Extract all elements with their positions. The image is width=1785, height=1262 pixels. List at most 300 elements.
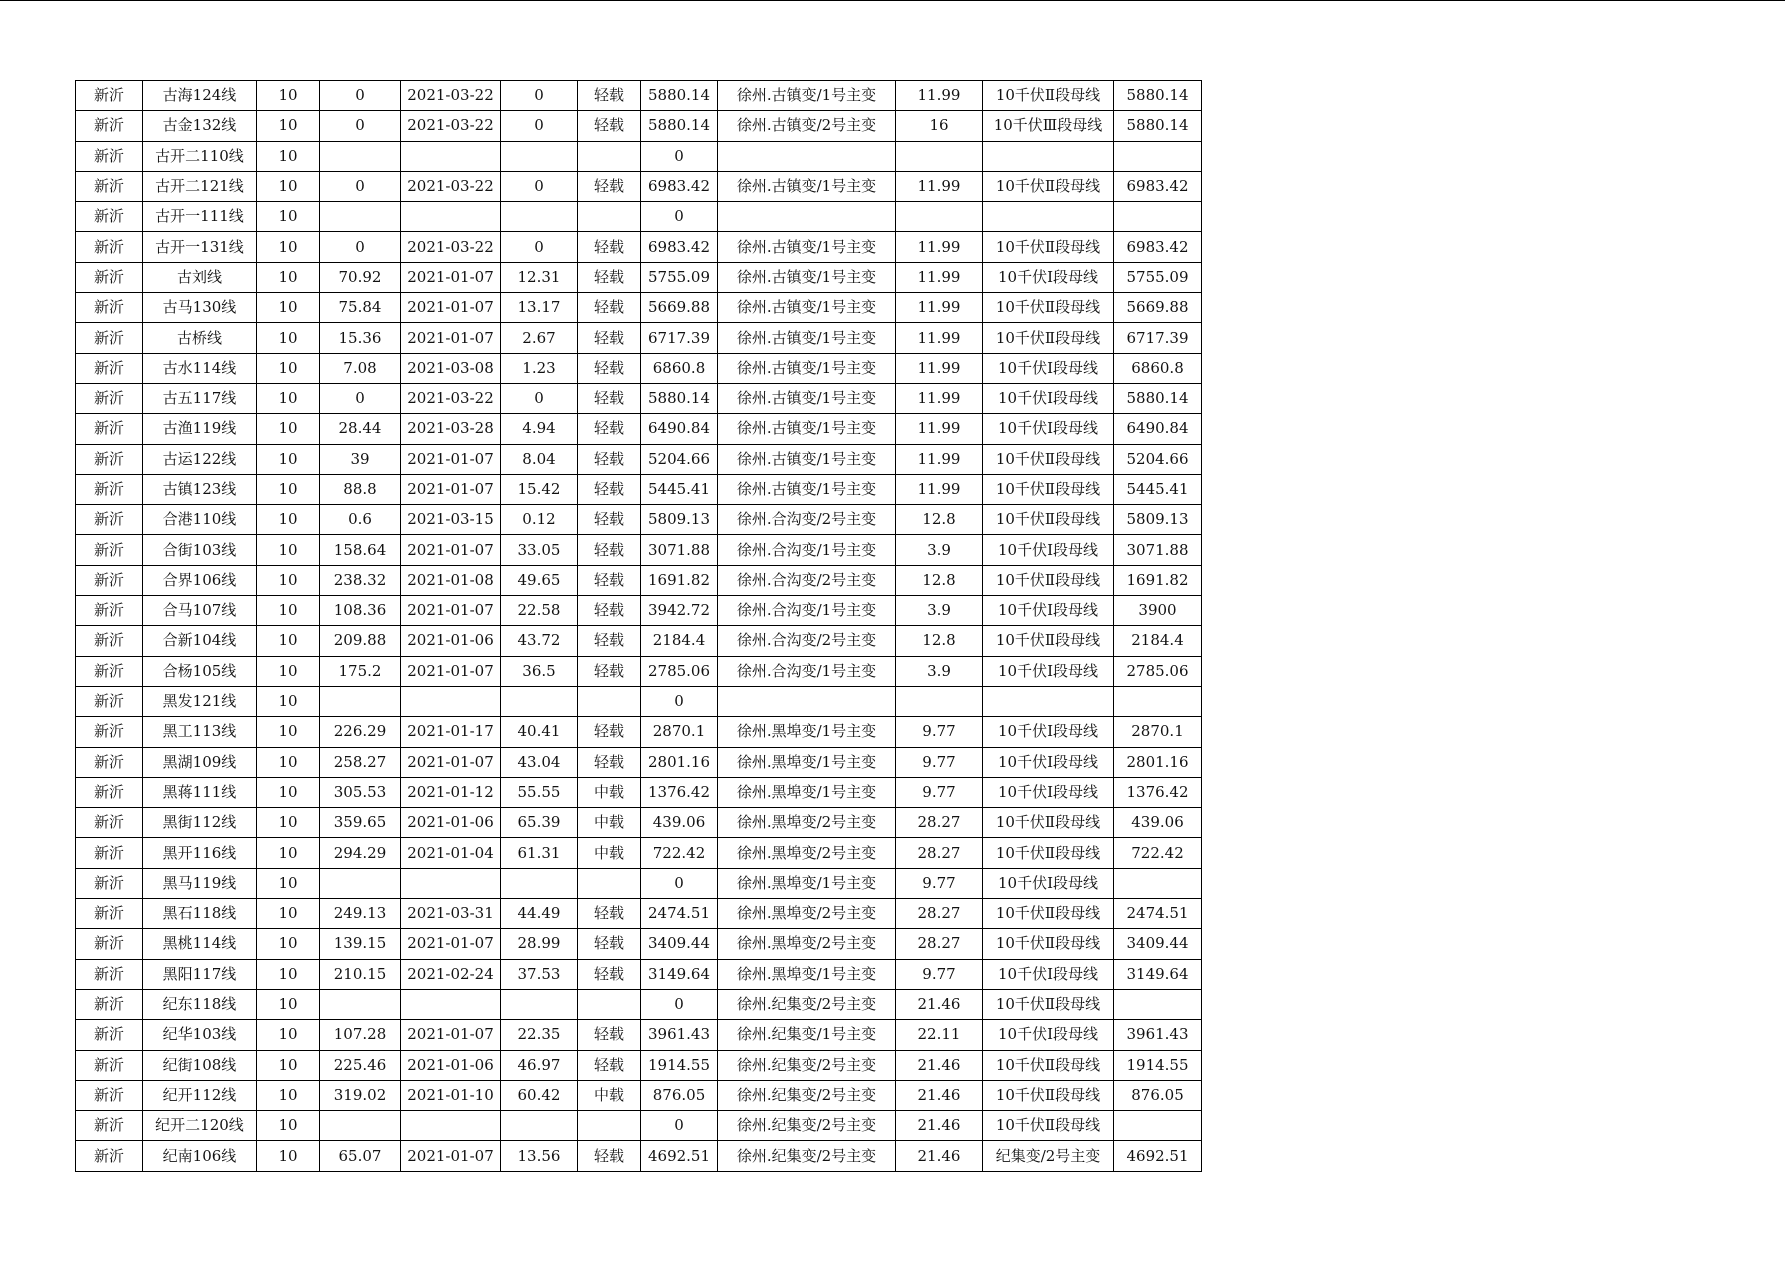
margin-cell: 2184.4	[1114, 626, 1202, 656]
voltage-cell: 10	[257, 959, 320, 989]
line-name-cell: 黑街112线	[143, 808, 257, 838]
region-cell: 新沂	[76, 293, 143, 323]
busbar-cell: 10千伏Ⅱ段母线	[983, 626, 1114, 656]
transformer-load-cell: 9.77	[896, 868, 983, 898]
capacity-cell: 5204.66	[641, 444, 718, 474]
region-cell: 新沂	[76, 626, 143, 656]
region-cell: 新沂	[76, 808, 143, 838]
busbar-cell: 10千伏Ⅰ段母线	[983, 959, 1114, 989]
line-name-cell: 纪开二120线	[143, 1111, 257, 1141]
line-name-cell: 黑阳117线	[143, 959, 257, 989]
load-status-cell: 轻载	[578, 171, 641, 201]
current-cell: 226.29	[320, 717, 401, 747]
capacity-cell: 5445.41	[641, 474, 718, 504]
current-cell: 294.29	[320, 838, 401, 868]
region-cell: 新沂	[76, 1080, 143, 1110]
load-rate-cell: 61.31	[501, 838, 578, 868]
busbar-cell: 10千伏Ⅰ段母线	[983, 747, 1114, 777]
table-row	[76, 171, 1202, 201]
table-row	[76, 959, 1202, 989]
capacity-cell: 722.42	[641, 838, 718, 868]
load-rate-cell	[501, 868, 578, 898]
current-cell: 0	[320, 383, 401, 413]
load-status-cell	[578, 686, 641, 716]
load-status-cell: 轻载	[578, 353, 641, 383]
transformer-load-cell: 9.77	[896, 777, 983, 807]
line-name-cell: 古开一131线	[143, 232, 257, 262]
capacity-cell: 5880.14	[641, 111, 718, 141]
busbar-cell	[983, 202, 1114, 232]
date-cell: 2021-01-07	[401, 293, 501, 323]
table-row	[76, 202, 1202, 232]
capacity-cell: 2785.06	[641, 656, 718, 686]
voltage-cell: 10	[257, 868, 320, 898]
load-status-cell: 轻载	[578, 81, 641, 111]
region-cell: 新沂	[76, 474, 143, 504]
capacity-cell: 6490.84	[641, 414, 718, 444]
load-rate-cell: 1.23	[501, 353, 578, 383]
region-cell: 新沂	[76, 959, 143, 989]
margin-cell: 6983.42	[1114, 232, 1202, 262]
current-cell: 65.07	[320, 1141, 401, 1171]
top-border-line	[0, 0, 1785, 1]
capacity-cell: 1376.42	[641, 777, 718, 807]
region-cell: 新沂	[76, 81, 143, 111]
load-rate-cell: 36.5	[501, 656, 578, 686]
margin-cell: 1376.42	[1114, 777, 1202, 807]
busbar-cell: 10千伏Ⅱ段母线	[983, 293, 1114, 323]
margin-cell: 876.05	[1114, 1080, 1202, 1110]
margin-cell: 5204.66	[1114, 444, 1202, 474]
capacity-cell: 2184.4	[641, 626, 718, 656]
transformer-cell: 徐州.古镇变/1号主变	[718, 81, 896, 111]
line-name-cell: 古桥线	[143, 323, 257, 353]
transformer-load-cell: 9.77	[896, 747, 983, 777]
load-rate-cell: 0.12	[501, 505, 578, 535]
voltage-cell: 10	[257, 505, 320, 535]
date-cell: 2021-03-22	[401, 81, 501, 111]
voltage-cell: 10	[257, 565, 320, 595]
capacity-cell: 3942.72	[641, 596, 718, 626]
load-status-cell: 轻载	[578, 232, 641, 262]
transformer-cell: 徐州.纪集变/2号主变	[718, 1080, 896, 1110]
voltage-cell: 10	[257, 141, 320, 171]
current-cell: 0	[320, 232, 401, 262]
table-row	[76, 868, 1202, 898]
margin-cell: 5445.41	[1114, 474, 1202, 504]
busbar-cell: 10千伏Ⅱ段母线	[983, 232, 1114, 262]
margin-cell: 2801.16	[1114, 747, 1202, 777]
date-cell: 2021-01-06	[401, 626, 501, 656]
date-cell: 2021-03-22	[401, 171, 501, 201]
table-row	[76, 353, 1202, 383]
table-body	[76, 81, 1202, 1172]
current-cell: 70.92	[320, 262, 401, 292]
region-cell: 新沂	[76, 1141, 143, 1171]
busbar-cell: 10千伏Ⅱ段母线	[983, 171, 1114, 201]
current-cell	[320, 868, 401, 898]
load-status-cell: 轻载	[578, 414, 641, 444]
load-rate-cell: 0	[501, 383, 578, 413]
transformer-load-cell: 11.99	[896, 383, 983, 413]
current-cell: 88.8	[320, 474, 401, 504]
current-cell	[320, 1111, 401, 1141]
margin-cell	[1114, 202, 1202, 232]
load-rate-cell: 22.35	[501, 1020, 578, 1050]
date-cell	[401, 1111, 501, 1141]
margin-cell: 5880.14	[1114, 111, 1202, 141]
busbar-cell: 10千伏Ⅰ段母线	[983, 353, 1114, 383]
transformer-load-cell: 22.11	[896, 1020, 983, 1050]
line-name-cell: 古运122线	[143, 444, 257, 474]
current-cell: 75.84	[320, 293, 401, 323]
line-name-cell: 黑蒋111线	[143, 777, 257, 807]
table-row	[76, 747, 1202, 777]
date-cell: 2021-01-12	[401, 777, 501, 807]
load-rate-cell: 8.04	[501, 444, 578, 474]
line-name-cell: 黑马119线	[143, 868, 257, 898]
busbar-cell: 10千伏Ⅰ段母线	[983, 1020, 1114, 1050]
current-cell: 7.08	[320, 353, 401, 383]
load-rate-cell: 37.53	[501, 959, 578, 989]
date-cell: 2021-01-07	[401, 1020, 501, 1050]
load-status-cell: 轻载	[578, 444, 641, 474]
region-cell: 新沂	[76, 505, 143, 535]
transformer-cell: 徐州.古镇变/1号主变	[718, 414, 896, 444]
region-cell: 新沂	[76, 262, 143, 292]
transformer-cell: 徐州.黑埠变/1号主变	[718, 777, 896, 807]
load-status-cell: 轻载	[578, 293, 641, 323]
transformer-cell: 徐州.合沟变/2号主变	[718, 626, 896, 656]
load-status-cell: 轻载	[578, 1020, 641, 1050]
transformer-load-cell: 28.27	[896, 899, 983, 929]
region-cell: 新沂	[76, 171, 143, 201]
margin-cell: 3149.64	[1114, 959, 1202, 989]
line-name-cell: 纪东118线	[143, 989, 257, 1019]
line-name-cell: 合新104线	[143, 626, 257, 656]
date-cell: 2021-01-07	[401, 323, 501, 353]
load-status-cell: 轻载	[578, 505, 641, 535]
load-rate-cell	[501, 686, 578, 716]
line-name-cell: 古马130线	[143, 293, 257, 323]
transformer-load-cell: 28.27	[896, 808, 983, 838]
table-row	[76, 262, 1202, 292]
capacity-cell: 5809.13	[641, 505, 718, 535]
transformer-cell: 徐州.黑埠变/2号主变	[718, 899, 896, 929]
load-rate-cell: 0	[501, 171, 578, 201]
date-cell: 2021-03-28	[401, 414, 501, 444]
table-row	[76, 81, 1202, 111]
load-status-cell: 轻载	[578, 323, 641, 353]
transformer-load-cell: 3.9	[896, 656, 983, 686]
load-status-cell: 轻载	[578, 596, 641, 626]
transformer-cell: 徐州.纪集变/2号主变	[718, 1111, 896, 1141]
voltage-cell: 10	[257, 171, 320, 201]
busbar-cell: 10千伏Ⅱ段母线	[983, 1080, 1114, 1110]
capacity-cell: 0	[641, 989, 718, 1019]
load-status-cell	[578, 989, 641, 1019]
date-cell: 2021-01-07	[401, 474, 501, 504]
current-cell: 359.65	[320, 808, 401, 838]
busbar-cell: 10千伏Ⅱ段母线	[983, 929, 1114, 959]
date-cell	[401, 989, 501, 1019]
load-status-cell: 轻载	[578, 111, 641, 141]
date-cell: 2021-01-07	[401, 262, 501, 292]
table-row	[76, 1020, 1202, 1050]
load-rate-cell: 0	[501, 111, 578, 141]
date-cell: 2021-01-04	[401, 838, 501, 868]
region-cell: 新沂	[76, 1050, 143, 1080]
voltage-cell: 10	[257, 777, 320, 807]
transformer-load-cell: 11.99	[896, 414, 983, 444]
transformer-cell: 徐州.纪集变/1号主变	[718, 1020, 896, 1050]
current-cell: 15.36	[320, 323, 401, 353]
load-rate-cell: 49.65	[501, 565, 578, 595]
load-status-cell: 轻载	[578, 1141, 641, 1171]
busbar-cell: 10千伏Ⅰ段母线	[983, 717, 1114, 747]
transformer-load-cell: 11.99	[896, 81, 983, 111]
transformer-cell: 徐州.古镇变/1号主变	[718, 323, 896, 353]
load-status-cell: 轻载	[578, 929, 641, 959]
capacity-cell: 3409.44	[641, 929, 718, 959]
transformer-load-cell: 11.99	[896, 444, 983, 474]
current-cell: 305.53	[320, 777, 401, 807]
load-rate-cell	[501, 989, 578, 1019]
capacity-cell: 0	[641, 202, 718, 232]
transformer-load-cell: 11.99	[896, 353, 983, 383]
transformer-cell: 徐州.古镇变/1号主变	[718, 232, 896, 262]
margin-cell: 1914.55	[1114, 1050, 1202, 1080]
capacity-cell: 6983.42	[641, 171, 718, 201]
table-row	[76, 808, 1202, 838]
spreadsheet-page	[75, 80, 1202, 1172]
table-row	[76, 596, 1202, 626]
date-cell: 2021-01-07	[401, 596, 501, 626]
date-cell: 2021-02-24	[401, 959, 501, 989]
load-rate-cell: 65.39	[501, 808, 578, 838]
capacity-cell: 2801.16	[641, 747, 718, 777]
transformer-load-cell	[896, 686, 983, 716]
region-cell: 新沂	[76, 868, 143, 898]
voltage-cell: 10	[257, 747, 320, 777]
date-cell	[401, 202, 501, 232]
voltage-cell: 10	[257, 81, 320, 111]
margin-cell: 5880.14	[1114, 81, 1202, 111]
load-status-cell: 轻载	[578, 535, 641, 565]
transformer-cell: 徐州.古镇变/2号主变	[718, 111, 896, 141]
line-name-cell: 古五117线	[143, 383, 257, 413]
region-cell: 新沂	[76, 747, 143, 777]
region-cell: 新沂	[76, 686, 143, 716]
date-cell: 2021-01-08	[401, 565, 501, 595]
transformer-load-cell: 21.46	[896, 1141, 983, 1171]
line-name-cell: 黑湖109线	[143, 747, 257, 777]
line-name-cell: 纪南106线	[143, 1141, 257, 1171]
region-cell: 新沂	[76, 717, 143, 747]
capacity-cell: 5755.09	[641, 262, 718, 292]
table-row	[76, 1080, 1202, 1110]
current-cell: 158.64	[320, 535, 401, 565]
load-rate-cell: 55.55	[501, 777, 578, 807]
line-name-cell: 黑工113线	[143, 717, 257, 747]
voltage-cell: 10	[257, 838, 320, 868]
line-name-cell: 合港110线	[143, 505, 257, 535]
table-row	[76, 899, 1202, 929]
load-status-cell: 轻载	[578, 383, 641, 413]
voltage-cell: 10	[257, 535, 320, 565]
transformer-cell	[718, 202, 896, 232]
load-status-cell: 中载	[578, 777, 641, 807]
load-rate-cell	[501, 141, 578, 171]
transformer-cell: 徐州.合沟变/2号主变	[718, 505, 896, 535]
current-cell: 210.15	[320, 959, 401, 989]
current-cell	[320, 141, 401, 171]
table-row	[76, 838, 1202, 868]
margin-cell: 6983.42	[1114, 171, 1202, 201]
table-row	[76, 293, 1202, 323]
capacity-cell: 6717.39	[641, 323, 718, 353]
load-rate-cell: 13.17	[501, 293, 578, 323]
date-cell: 2021-03-22	[401, 111, 501, 141]
table-row	[76, 686, 1202, 716]
table-row	[76, 1050, 1202, 1080]
transformer-cell: 徐州.古镇变/1号主变	[718, 444, 896, 474]
transformer-cell: 徐州.黑埠变/1号主变	[718, 959, 896, 989]
margin-cell: 3961.43	[1114, 1020, 1202, 1050]
current-cell: 0	[320, 111, 401, 141]
region-cell: 新沂	[76, 111, 143, 141]
busbar-cell: 10千伏Ⅰ段母线	[983, 383, 1114, 413]
voltage-cell: 10	[257, 444, 320, 474]
transformer-load-cell	[896, 202, 983, 232]
load-status-cell: 中载	[578, 1080, 641, 1110]
date-cell: 2021-03-15	[401, 505, 501, 535]
date-cell: 2021-01-07	[401, 535, 501, 565]
capacity-cell: 0	[641, 868, 718, 898]
region-cell: 新沂	[76, 232, 143, 262]
busbar-cell	[983, 141, 1114, 171]
voltage-cell: 10	[257, 1050, 320, 1080]
current-cell: 209.88	[320, 626, 401, 656]
voltage-cell: 10	[257, 596, 320, 626]
date-cell: 2021-03-08	[401, 353, 501, 383]
region-cell: 新沂	[76, 656, 143, 686]
current-cell: 0	[320, 171, 401, 201]
transformer-cell: 徐州.黑埠变/1号主变	[718, 747, 896, 777]
region-cell: 新沂	[76, 202, 143, 232]
voltage-cell: 10	[257, 1080, 320, 1110]
load-rate-cell: 0	[501, 232, 578, 262]
load-status-cell: 轻载	[578, 959, 641, 989]
table-row	[76, 777, 1202, 807]
line-name-cell: 黑石118线	[143, 899, 257, 929]
transformer-cell: 徐州.古镇变/1号主变	[718, 353, 896, 383]
transformer-cell: 徐州.纪集变/2号主变	[718, 1141, 896, 1171]
current-cell: 39	[320, 444, 401, 474]
transformer-cell: 徐州.黑埠变/1号主变	[718, 868, 896, 898]
date-cell: 2021-01-17	[401, 717, 501, 747]
transformer-cell: 徐州.合沟变/1号主变	[718, 596, 896, 626]
table-row	[76, 383, 1202, 413]
load-rate-cell	[501, 202, 578, 232]
date-cell: 2021-03-31	[401, 899, 501, 929]
busbar-cell: 10千伏Ⅱ段母线	[983, 1050, 1114, 1080]
load-status-cell: 轻载	[578, 565, 641, 595]
region-cell: 新沂	[76, 838, 143, 868]
load-status-cell: 中载	[578, 808, 641, 838]
voltage-cell: 10	[257, 929, 320, 959]
load-rate-cell: 40.41	[501, 717, 578, 747]
busbar-cell: 10千伏Ⅱ段母线	[983, 505, 1114, 535]
capacity-cell: 439.06	[641, 808, 718, 838]
transformer-cell: 徐州.合沟变/1号主变	[718, 535, 896, 565]
transformer-load-cell: 12.8	[896, 565, 983, 595]
line-name-cell: 古开二110线	[143, 141, 257, 171]
busbar-cell: 10千伏Ⅱ段母线	[983, 808, 1114, 838]
transformer-load-cell: 16	[896, 111, 983, 141]
load-status-cell	[578, 1111, 641, 1141]
busbar-cell: 10千伏Ⅰ段母线	[983, 656, 1114, 686]
line-name-cell: 纪华103线	[143, 1020, 257, 1050]
region-cell: 新沂	[76, 323, 143, 353]
date-cell: 2021-03-22	[401, 232, 501, 262]
line-name-cell: 合街103线	[143, 535, 257, 565]
region-cell: 新沂	[76, 1020, 143, 1050]
line-name-cell: 黑开116线	[143, 838, 257, 868]
load-status-cell: 轻载	[578, 626, 641, 656]
transformer-cell: 徐州.黑埠变/1号主变	[718, 717, 896, 747]
region-cell: 新沂	[76, 565, 143, 595]
busbar-cell: 10千伏Ⅱ段母线	[983, 989, 1114, 1019]
load-rate-cell: 44.49	[501, 899, 578, 929]
date-cell: 2021-01-07	[401, 929, 501, 959]
current-cell: 238.32	[320, 565, 401, 595]
capacity-cell: 5880.14	[641, 383, 718, 413]
margin-cell: 6490.84	[1114, 414, 1202, 444]
voltage-cell: 10	[257, 414, 320, 444]
voltage-cell: 10	[257, 989, 320, 1019]
voltage-cell: 10	[257, 717, 320, 747]
table-row	[76, 535, 1202, 565]
feeder-load-table	[75, 80, 1202, 1172]
voltage-cell: 10	[257, 262, 320, 292]
current-cell: 175.2	[320, 656, 401, 686]
line-name-cell: 合马107线	[143, 596, 257, 626]
line-name-cell: 纪街108线	[143, 1050, 257, 1080]
capacity-cell: 6983.42	[641, 232, 718, 262]
transformer-load-cell: 9.77	[896, 959, 983, 989]
current-cell: 139.15	[320, 929, 401, 959]
load-status-cell: 轻载	[578, 747, 641, 777]
transformer-cell: 徐州.纪集变/2号主变	[718, 1050, 896, 1080]
line-name-cell: 古开一111线	[143, 202, 257, 232]
capacity-cell: 3149.64	[641, 959, 718, 989]
load-rate-cell	[501, 1111, 578, 1141]
region-cell: 新沂	[76, 1111, 143, 1141]
margin-cell: 2474.51	[1114, 899, 1202, 929]
voltage-cell: 10	[257, 111, 320, 141]
busbar-cell: 10千伏Ⅱ段母线	[983, 474, 1114, 504]
line-name-cell: 黑发121线	[143, 686, 257, 716]
line-name-cell: 古海124线	[143, 81, 257, 111]
margin-cell: 5809.13	[1114, 505, 1202, 535]
current-cell: 249.13	[320, 899, 401, 929]
margin-cell	[1114, 989, 1202, 1019]
current-cell: 0.6	[320, 505, 401, 535]
current-cell: 258.27	[320, 747, 401, 777]
voltage-cell: 10	[257, 899, 320, 929]
capacity-cell: 2870.1	[641, 717, 718, 747]
